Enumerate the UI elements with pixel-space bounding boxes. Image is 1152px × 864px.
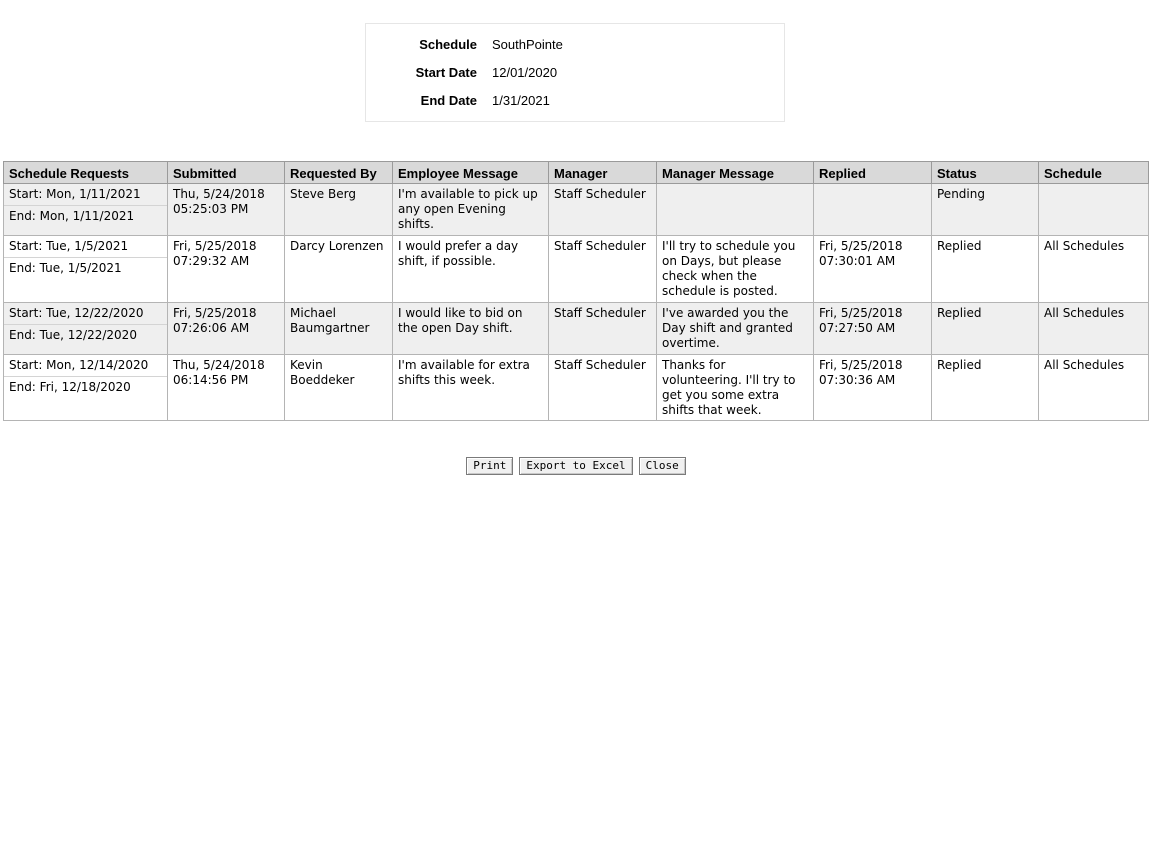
header-employee-message: Employee Message	[393, 162, 549, 184]
request-start-date: Start: Mon, 1/11/2021	[4, 184, 167, 206]
request-dates-cell	[4, 184, 168, 236]
manager-message-cell: I've awarded you the Day shift and granted overtime.	[657, 303, 814, 355]
requested-by-cell: Darcy Lorenzen	[285, 236, 393, 303]
header-requested-by: Requested By	[285, 162, 393, 184]
request-start-date: Start: Tue, 12/22/2020	[4, 303, 167, 325]
status-cell: Replied	[932, 303, 1039, 355]
submitted-cell	[168, 236, 285, 303]
header-schedule-requests: Schedule Requests	[4, 162, 168, 184]
export-to-excel-button[interactable]: Export to Excel	[519, 457, 632, 475]
submitted-time: 06:14:56 PM	[173, 373, 249, 387]
schedule-cell: All Schedules	[1039, 236, 1149, 303]
start-date-row	[366, 65, 784, 81]
end-date-row	[366, 93, 784, 109]
header-schedule: Schedule	[1039, 162, 1149, 184]
manager-cell: Staff Scheduler	[549, 236, 657, 303]
request-dates-cell	[4, 355, 168, 421]
replied-time: 07:27:50 AM	[819, 321, 896, 335]
submitted-date: Fri, 5/25/2018	[173, 239, 257, 253]
submitted-date: Fri, 5/25/2018	[173, 306, 257, 320]
header-submitted: Submitted	[168, 162, 285, 184]
employee-message-cell: I would like to bid on the open Day shift.	[393, 303, 549, 355]
schedule-label: Schedule	[419, 37, 477, 52]
replied-cell	[814, 184, 932, 236]
manager-message-cell	[657, 184, 814, 236]
replied-cell	[814, 303, 932, 355]
table-row	[4, 355, 1149, 421]
submitted-cell	[168, 184, 285, 236]
schedule-cell: All Schedules	[1039, 303, 1149, 355]
schedule-cell: All Schedules	[1039, 355, 1149, 421]
request-end-date: End: Tue, 1/5/2021	[9, 261, 122, 275]
request-end-date: End: Tue, 12/22/2020	[9, 328, 137, 342]
submitted-cell	[168, 303, 285, 355]
manager-cell: Staff Scheduler	[549, 355, 657, 421]
replied-cell	[814, 355, 932, 421]
schedule-summary-panel	[365, 23, 785, 122]
replied-date: Fri, 5/25/2018	[819, 306, 903, 320]
submitted-time: 07:29:32 AM	[173, 254, 250, 268]
employee-message-cell: I'm available to pick up any open Evening shifts.	[393, 184, 549, 236]
manager-message-cell: Thanks for volunteering. I'll try to get you some extra shifts that week.	[657, 355, 814, 421]
submitted-time: 05:25:03 PM	[173, 202, 249, 216]
request-dates-cell	[4, 303, 168, 355]
employee-message-cell: I would prefer a day shift, if possible.	[393, 236, 549, 303]
request-start-date: Start: Mon, 12/14/2020	[4, 355, 167, 377]
submitted-time: 07:26:06 AM	[173, 321, 250, 335]
start-date-value: 12/01/2020	[492, 65, 558, 80]
request-end-date: End: Fri, 12/18/2020	[9, 380, 131, 394]
replied-time: 07:30:36 AM	[819, 373, 896, 387]
request-end-date: End: Mon, 1/11/2021	[9, 209, 135, 223]
header-manager: Manager	[549, 162, 657, 184]
close-button[interactable]: Close	[639, 457, 686, 475]
table-row	[4, 236, 1149, 303]
requested-by-cell: Steve Berg	[285, 184, 393, 236]
replied-date: Fri, 5/25/2018	[819, 239, 903, 253]
manager-cell: Staff Scheduler	[549, 303, 657, 355]
schedule-row	[366, 37, 784, 53]
submitted-date: Thu, 5/24/2018	[173, 187, 265, 201]
header-manager-message: Manager Message	[657, 162, 814, 184]
table-row	[4, 303, 1149, 355]
schedule-value: SouthPointe	[492, 37, 563, 52]
action-button-bar	[0, 457, 1152, 475]
employee-message-cell: I'm available for extra shifts this week.	[393, 355, 549, 421]
status-cell: Replied	[932, 236, 1039, 303]
schedule-requests-table	[3, 161, 1149, 421]
print-button[interactable]: Print	[466, 457, 513, 475]
submitted-date: Thu, 5/24/2018	[173, 358, 265, 372]
header-status: Status	[932, 162, 1039, 184]
status-cell: Pending	[932, 184, 1039, 236]
table-row	[4, 184, 1149, 236]
start-date-label: Start Date	[415, 65, 477, 80]
end-date-value: 1/31/2021	[492, 93, 550, 108]
requested-by-cell: Michael Baumgartner	[285, 303, 393, 355]
replied-time: 07:30:01 AM	[819, 254, 896, 268]
status-cell: Replied	[932, 355, 1039, 421]
replied-date: Fri, 5/25/2018	[819, 358, 903, 372]
schedule-cell	[1039, 184, 1149, 236]
submitted-cell	[168, 355, 285, 421]
manager-cell: Staff Scheduler	[549, 184, 657, 236]
end-date-label: End Date	[420, 93, 477, 108]
header-replied: Replied	[814, 162, 932, 184]
request-dates-cell	[4, 236, 168, 303]
replied-cell	[814, 236, 932, 303]
table-header-row	[4, 162, 1149, 184]
requested-by-cell: Kevin Boeddeker	[285, 355, 393, 421]
manager-message-cell: I'll try to schedule you on Days, but please check when the schedule is posted.	[657, 236, 814, 303]
request-start-date: Start: Tue, 1/5/2021	[4, 236, 167, 258]
